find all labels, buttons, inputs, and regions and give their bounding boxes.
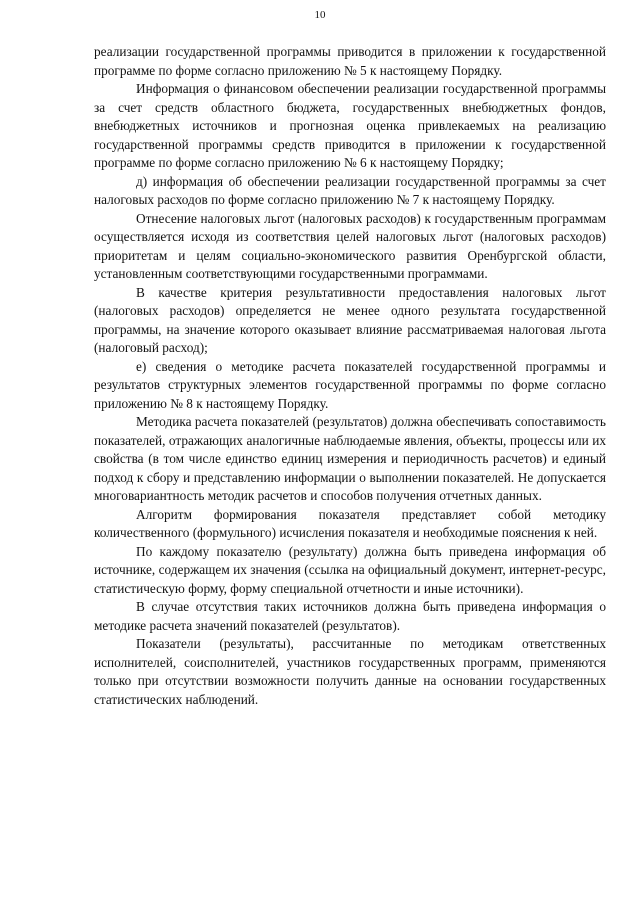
paragraph-methodology: Методика расчета показателей (результатов) должна обеспечивать сопоставимость показателей, отражающих аналогичные наблюдаемые явления, объекты, процессы или их свойства (в том числе единство единиц измерения и периодичность расчетов) и единый подход к сбору и представлению информации о выполнении показателей. Не допускается многовариантность методик расчетов и способов получения отчетных данных. [94,414,606,503]
paragraph-source-info: По каждому показателю (результату) должна быть приведена информация об источнике, содержащем их значения (ссылка на официальный документ, интернет-ресурс, статистическую форму, форму специальной отчетности и иные источники). [94,543,606,596]
paragraph-effectiveness-criterion: В качестве критерия результативности предоставления налоговых льгот (налоговых расходов) определяется не менее одного результата государственной программы, на значение которого оказывает влияние рассматриваемая налоговая льгота (налоговый расход); [94,284,606,355]
paragraph-item-e: е) сведения о методике расчета показателей государственной программы и результатов структурных элементов государственной программы по форме согласно приложению № 8 к настоящему Порядку. [94,358,606,411]
paragraph-item-d: д) информация об обеспечении реализации государственной программы за счет налоговых расходов по форме согласно приложению № 7 к настоящему Порядку. [94,173,606,207]
body-text [94,43,606,709]
page-number: 10 [314,9,326,21]
paragraph-no-sources: В случае отсутствия таких источников должна быть приведена информация о методике расчета значений показателей (результатов). [94,599,606,633]
paragraph-algorithm: Алгоритм формирования показателя представляет собой методику количественного (формульного) исчисления показателя и необходимые пояснения к ней. [94,506,606,540]
paragraph-continuation: реализации государственной программы приводится в приложении к государственной программе по форме согласно приложению № 5 к настоящему Порядку. [94,44,606,78]
paragraph-statistical-data: Показатели (результаты), рассчитанные по методикам ответственных исполнителей, соисполнителей, участников государственных программ, применяются только при отсутствии возможности получить данные на основании государственных статистических наблюдений. [94,636,606,707]
paragraph-financial-info: Информация о финансовом обеспечении реализации государственной программы за счет средств областного бюджета, государственных внебюджетных фондов, внебюджетных источников и прогнозная оценка привлекаемых на реализацию государственной программы средств приводится в приложении к государственной программе по форме согласно приложению № 6 к настоящему Порядку; [94,81,606,170]
paragraph-tax-benefits: Отнесение налоговых льгот (налоговых расходов) к государственным программам осуществляется исходя из соответствия целей налоговых льгот (налоговых расходов) приоритетам и целям социально-экономического развития Оренбургской области, установленным соответствующими государственными программами. [94,210,606,281]
